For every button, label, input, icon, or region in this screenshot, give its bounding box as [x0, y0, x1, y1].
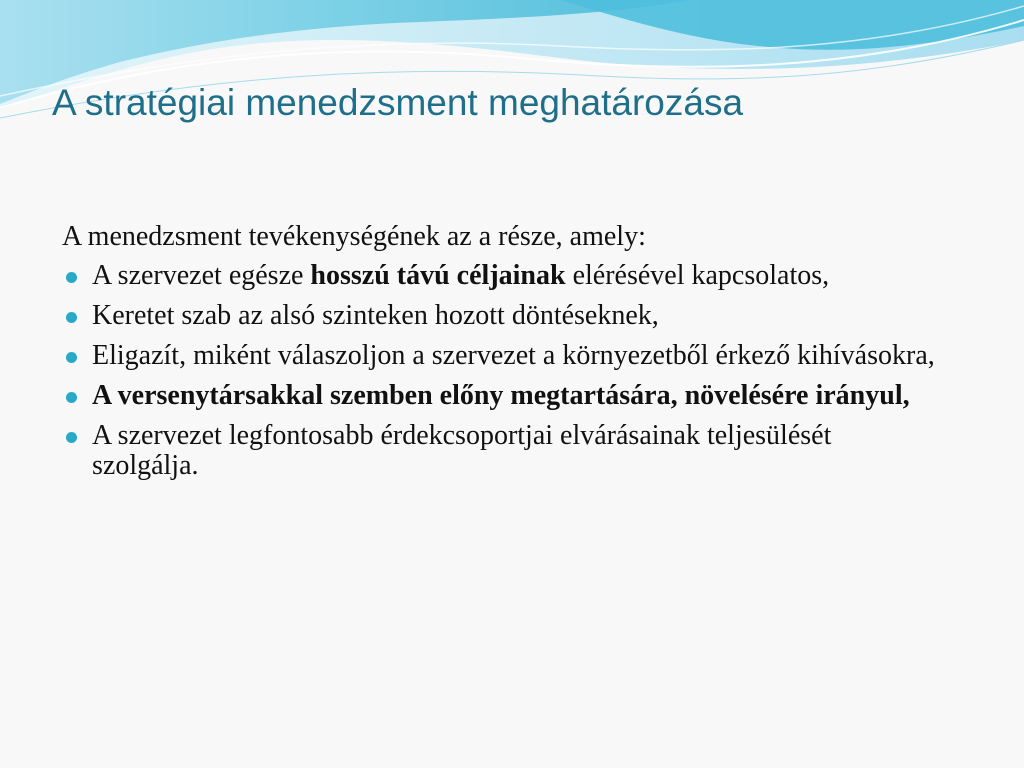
- bullet-item: [62, 341, 942, 371]
- bullet-dot-icon: [66, 352, 77, 363]
- bullet-item: [62, 261, 942, 291]
- bullet-dot-icon: [66, 392, 77, 403]
- bullet-dot-icon: [66, 272, 77, 283]
- bullet-item: [62, 421, 942, 481]
- bullet-text: A szervezet legfontosabb érdekcsoportjai elvárásainak teljesülését szolgálja.: [92, 420, 832, 481]
- bullet-text: elérésével kapcsolatos,: [565, 260, 830, 291]
- bullet-text: Eligazít, miként válaszoljon a szervezet a környezetből érkező kihívásokra,: [92, 340, 935, 371]
- bullet-dot-icon: [66, 432, 77, 443]
- bullet-bold-text: A versenytársakkal szemben előny megtartására, növelésére irányul,: [92, 380, 910, 411]
- bullet-text: A szervezet egésze: [92, 260, 311, 291]
- slide-title: A stratégiai menedzsment meghatározása: [52, 82, 744, 123]
- bullet-item: [62, 301, 942, 331]
- slide-body: [62, 220, 942, 491]
- intro-text: A menedzsment tevékenységének az a része, amely:: [62, 221, 646, 252]
- bullet-list: [62, 261, 942, 481]
- bullet-item: [62, 381, 942, 411]
- bullet-dot-icon: [66, 312, 77, 323]
- bullet-text: Keretet szab az alsó szinteken hozott döntéseknek,: [92, 300, 659, 331]
- bullet-bold-text: hosszú távú céljainak: [310, 260, 566, 291]
